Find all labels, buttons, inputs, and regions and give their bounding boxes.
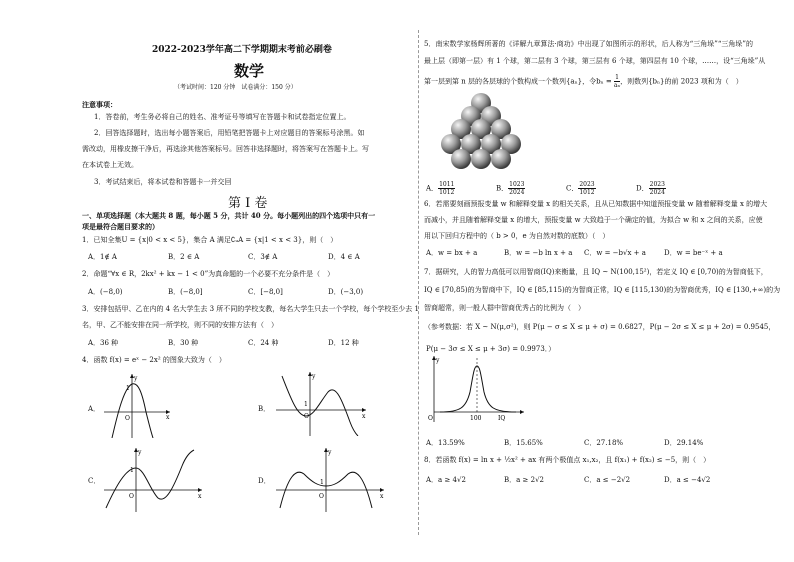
q3-stem: 3．安排包括甲、乙在内的 4 名大学生去 3 所不同的学校支教，每名大学生只去一个学校，每个学校至少去 1: [82, 305, 419, 313]
q6-option-d[interactable]: D．w = be⁻ˣ + a: [664, 249, 723, 257]
q5-stem-part: 第一层到第 n 层的各层球的个数构成一个数列{aₙ}，令: [424, 77, 597, 86]
q3-option-a[interactable]: A．36 种: [88, 339, 119, 347]
q5-option-c[interactable]: [566, 181, 596, 196]
q1-option-a[interactable]: A．1∉ A: [88, 253, 117, 261]
axis-y-label: y: [134, 375, 138, 382]
axis-one: 1: [304, 401, 308, 408]
axis-one: 1: [126, 385, 130, 392]
q2-option-a[interactable]: A．(−8,0): [88, 288, 123, 296]
q7-option-a[interactable]: A．13.59%: [426, 439, 465, 447]
option-letter: B．: [496, 184, 509, 193]
frac-den: aₙ: [613, 82, 621, 89]
axis-iq-label: IQ: [498, 415, 506, 422]
q7-stem: P(μ − 3σ ≤ X ≤ μ + 3σ) = 0.9973．）: [426, 345, 556, 353]
ball: [471, 149, 491, 169]
q4-graph-b: [276, 370, 368, 436]
q5-stem: 5．南宋数学家杨辉所著的《详解九章算法·商功》中出现了如图所示的形状，后人称为“三角垛”“三角垛”的: [424, 40, 753, 48]
q7-option-c[interactable]: C．27.18%: [584, 439, 624, 447]
q8-option-a[interactable]: A．a ≥ 4√2: [426, 476, 466, 484]
q8-option-c[interactable]: C．a ≤ −2√2: [584, 476, 631, 484]
option-letter: A．: [426, 184, 439, 193]
q1-stem: 1．已知全集U = {x|0 < x < 5}，集合 A 满足∁ᵤA = {x|1 < x < 3}，则（ ）: [82, 236, 338, 244]
notice-item: 3．考试结束后，将本试卷和答题卡一并交回: [94, 178, 232, 186]
ball: [491, 149, 511, 169]
q2-stem: 2．命题“∀x ∈ R，2kx² + kx − 1 < 0”为真命题的一个必要不充分条件是（ ）: [82, 270, 335, 278]
frac-num: 1011: [439, 181, 455, 188]
q4-option-a[interactable]: A．: [88, 405, 101, 413]
q3-option-c[interactable]: C．24 种: [248, 339, 279, 347]
notice-item: 需改动，用橡皮擦干净后，再选涂其他答案标号。回答非选择题时，将答案写在答题卡上。写: [82, 145, 369, 153]
frac-den: 1012: [439, 189, 455, 196]
frac-num: 1023: [509, 181, 525, 188]
q1-option-b[interactable]: B．2 ∈ A: [168, 253, 200, 261]
q7-stem: 智商超常，则一般人群中智商优秀占的比例为（ ）: [424, 304, 585, 312]
frac-den: 1012: [579, 189, 595, 196]
paper-title: 2022-2023学年高二下学期期末考前必刷卷: [152, 45, 332, 55]
option-letter: D．: [636, 184, 649, 193]
notice-heading: 注意事项：: [82, 100, 117, 109]
q5-option-b[interactable]: [496, 181, 525, 196]
q4-graph-c: [104, 446, 204, 512]
axis-origin: O: [125, 415, 130, 422]
q4-stem: 4．函数 f(x) = eˣ − 2x² 的图象大致为（ ）: [82, 356, 226, 364]
q5-stem: 最上层（即第一层）有 1 个球，第二层有 3 个球，第三层有 6 个球，第四层有 10 个球，……，设“三角垛”从: [424, 57, 766, 65]
axis-x-label: x: [198, 493, 202, 500]
axis-y-label: y: [436, 357, 440, 364]
q4-option-b[interactable]: B．: [258, 405, 271, 413]
frac-num: 1: [615, 74, 619, 81]
axis-mean-label: 100: [470, 415, 482, 422]
q7-option-b[interactable]: B．15.65%: [504, 439, 543, 447]
q1-option-d[interactable]: D．4 ∈ A: [328, 253, 360, 261]
ball: [451, 149, 471, 169]
axis-x-label: x: [166, 414, 170, 421]
exam-info: （考试时间：120 分钟 试卷满分：150 分）: [174, 84, 297, 91]
q4-graph-d: [276, 446, 386, 512]
q5-stem: [424, 74, 743, 89]
frac-num: 2023: [649, 181, 665, 188]
q6-option-c[interactable]: C．w = −b√x + a: [584, 249, 646, 257]
frac-den: 2024: [509, 189, 525, 196]
normal-curve-figure: [426, 352, 526, 424]
q3-stem: 名，甲、乙不能安排在同一所学校，则不同的安排方法有（ ）: [82, 321, 278, 329]
frac-den: 2024: [649, 189, 665, 196]
notice-item: 在本试卷上无效。: [82, 161, 138, 169]
notice-item: 1．答卷前，考生务必将自己的姓名、准考证号等填写在答题卡和试卷指定位置上。: [94, 113, 351, 121]
q2-option-d[interactable]: D．(−3,0): [328, 288, 364, 296]
notice-item: 2．回答选择题时，选出每小题答案后，用铅笔把答题卡上对应题目的答案标号涂黑。如: [94, 129, 365, 137]
q3-option-b[interactable]: B．30 种: [168, 339, 199, 347]
q6-stem: 而减小，并且随着解释变量 x 的增大，预报变量 w 大致趋于一个确定的值，为拟合 w 和 x 之间的关系，应使: [424, 216, 763, 224]
q5-option-d[interactable]: [636, 181, 666, 196]
axis-one: 1: [320, 479, 324, 486]
subject-title: 数学: [234, 62, 265, 80]
q5-option-a[interactable]: [426, 181, 455, 196]
q1-option-c[interactable]: C．3∉ A: [248, 253, 278, 261]
section-heading: 一、单项选择题（本大题共 8 题，每小题 5 分，共计 40 分。每小题列出的四个选项中只有一: [82, 211, 376, 220]
axis-origin: O: [129, 493, 134, 500]
section-title: 第 I 卷: [228, 196, 268, 211]
q8-option-d[interactable]: D．a ≤ −4√2: [664, 476, 711, 484]
axis-x-label: x: [380, 493, 384, 500]
q5-stem-part: ，则数列{bₙ}的前 2023 项和为（ ）: [620, 77, 743, 86]
axis-one: 1: [130, 467, 134, 474]
page-seam: [418, 30, 419, 535]
q4-graph-a: [104, 372, 172, 438]
q6-stem: 6．若需要刻画预报变量 w 和解释变量 x 的相关关系，且从已知数据中知道预报变量 w 随着解释变量 x 的增大: [424, 200, 768, 208]
axis-x-label: x: [362, 413, 366, 420]
frac-num: 2023: [579, 181, 595, 188]
ball-pyramid-figure: [438, 92, 524, 174]
q7-stem: （参考数据：若 X ~ N(μ,σ²)，则 P(μ − σ ≤ X ≤ μ + σ) = 0.6827，P(μ − 2σ ≤ X ≤ μ + 2σ) = 0.9545，: [424, 323, 776, 331]
q7-stem: IQ ∈ [70,85)的为智商中下，IQ ∈ [85,115)的为智商正常，IQ ∈ [115,130)的为智商优秀，IQ ∈ [130,+∞)的为: [424, 286, 781, 294]
q6-stem: 用以下回归方程中的（ b > 0，e 为自然对数的底数）（ ）: [424, 232, 610, 240]
axis-y-label: y: [312, 373, 316, 380]
q2-option-c[interactable]: C．[−8,0]: [248, 288, 283, 296]
q6-option-b[interactable]: B．w = −b ln x + a: [504, 249, 573, 257]
q8-stem: 8．若函数 f(x) = ln x + ½x² + ax 有两个极值点 x₁,x₂，且 f(x₁) + f(x₂) ≤ −5，则（ ）: [424, 456, 711, 464]
q7-stem: 7．据研究，人的智力高低可以用智商(IQ)来衡量，且 IQ ~ N(100,15²)，若定义 IQ ∈ [0,70)的为智商低下，: [424, 268, 768, 276]
axis-y-label: y: [328, 449, 332, 456]
section-heading: 项是最符合题目要求的）: [82, 222, 159, 231]
q7-option-d[interactable]: D．29.14%: [664, 439, 704, 447]
q3-option-d[interactable]: D．12 种: [328, 339, 359, 347]
q5-stem-part: bₙ =: [596, 77, 614, 86]
q4-option-c[interactable]: C．: [88, 477, 101, 485]
axis-y-label: y: [138, 449, 142, 456]
q6-option-a[interactable]: A．w = bx + a: [426, 249, 478, 257]
q2-option-b[interactable]: B．(−8,0]: [168, 288, 203, 296]
option-letter: C．: [566, 184, 579, 193]
q8-option-b[interactable]: B．a ≥ 2√2: [504, 476, 545, 484]
axis-origin: O: [319, 493, 324, 500]
axis-origin: O: [428, 415, 433, 422]
q4-option-d[interactable]: D．: [258, 477, 271, 485]
axis-origin: O: [304, 413, 309, 420]
